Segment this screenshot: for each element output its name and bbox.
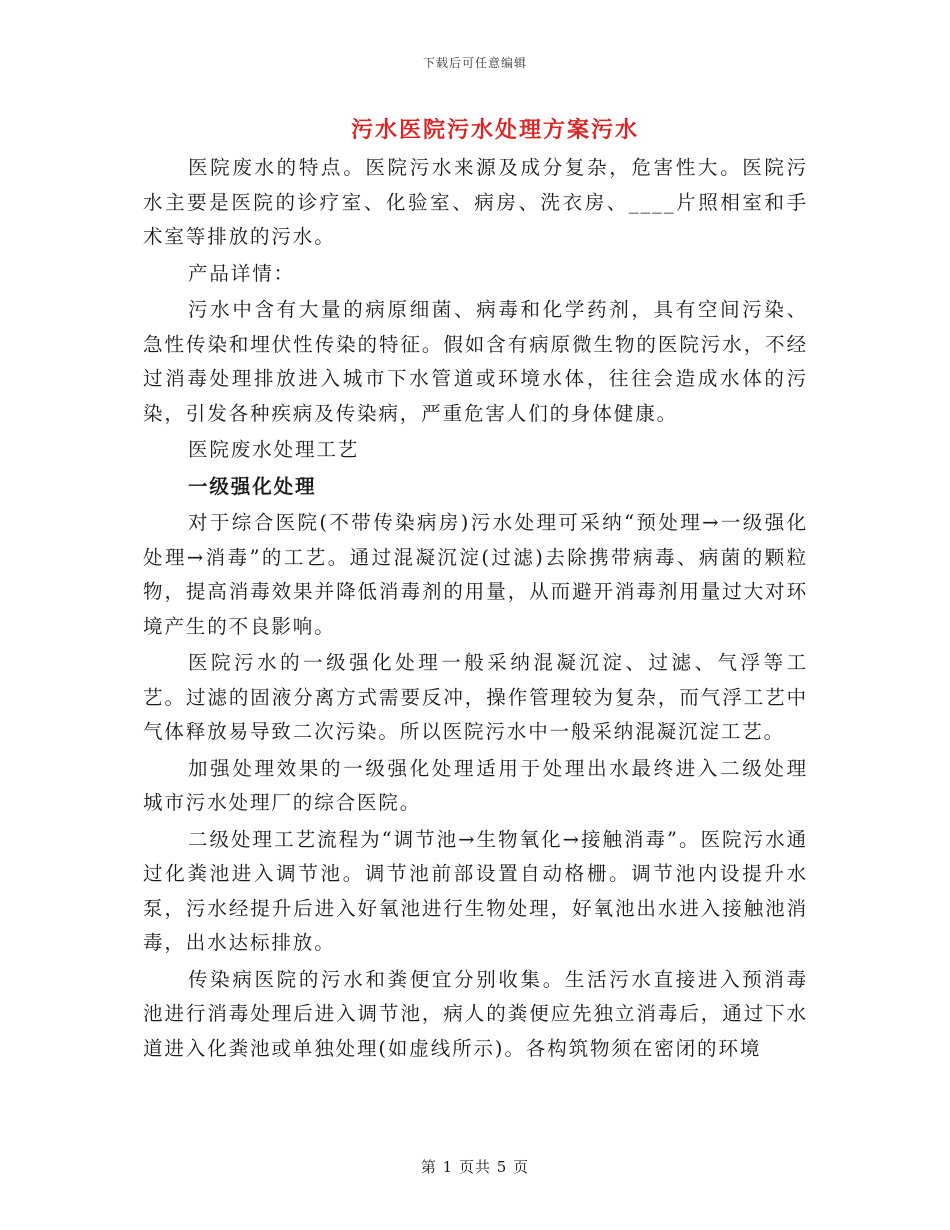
paragraph-treatment-process-label: 医院废水处理工艺 (188, 438, 360, 461)
page-header: 下载后可任意编辑 (422, 56, 527, 70)
document-title: 污水医院污水处理方案污水 (350, 117, 639, 143)
paragraph-pathogen-description: 污水中含有大量的病原细菌、病毒和化学药剂，具有空间污染、急性传染和埋伏性传染的特征。假如含有病原微生物的医院污水，不经过消毒处理排放进入城市下水管道或环境水体，往往会造成水体的污染，引发各种疾病及传染病，严重危害人们的身体健康。 (143, 298, 808, 425)
paragraph-secondary-treatment-flow: 二级处理工艺流程为“调节池→生物氧化→接触消毒”。医院污水通过化粪池进入调节池。调节池前部设置自动格栅。调节池内设提升水泵，污水经提升后进入好氧池进行生物处理，好氧池出水进入接触池消毒，出水达标排放。 (143, 827, 808, 954)
paragraph-general-hospital-process: 对于综合医院(不带传染病房)污水处理可采纳“预处理→一级强化处理→消毒”的工艺。通过混凝沉淀(过滤)去除携带病毒、病菌的颗粒物，提高消毒效果并降低消毒剂的用量，从而避开消毒剂用量过大对环境产生的不良影响。 (143, 511, 808, 638)
paragraph-enhanced-treatment-scope: 加强处理效果的一级强化处理适用于处理出水最终进入二级处理城市污水处理厂的综合医院。 (143, 756, 808, 814)
paragraph-infectious-hospital-wastewater: 传染病医院的污水和粪便宜分别收集。生活污水直接进入预消毒池进行消毒处理后进入调节池，病人的粪便应先独立消毒后，通过下水道进入化粪池或单独处理(如虚线所示)。各构筑物须在密闭的环境 (143, 967, 808, 1060)
section-heading-primary-enhanced-treatment: 一级强化处理 (188, 474, 317, 498)
paragraph-product-details-label: 产品详情： (188, 261, 296, 285)
document-body (143, 151, 808, 1068)
paragraph-coagulation-sedimentation: 医院污水的一级强化处理一般采纳混凝沉淀、过滤、气浮等工艺。过滤的固液分离方式需要反冲，操作管理较为复杂，而气浮工艺中气体释放易导致二次污染。所以医院污水中一般采纳混凝沉淀工艺。 (143, 651, 808, 743)
paragraph-hospital-wastewater-features: 医院废水的特点。医院污水来源及成分复杂，危害性大。医院污水主要是医院的诊疗室、化验室、病房、洗衣房、____片照相室和手术室等排放的污水。 (143, 156, 808, 248)
page-footer: 第 1 页共 5 页 (420, 1158, 530, 1176)
